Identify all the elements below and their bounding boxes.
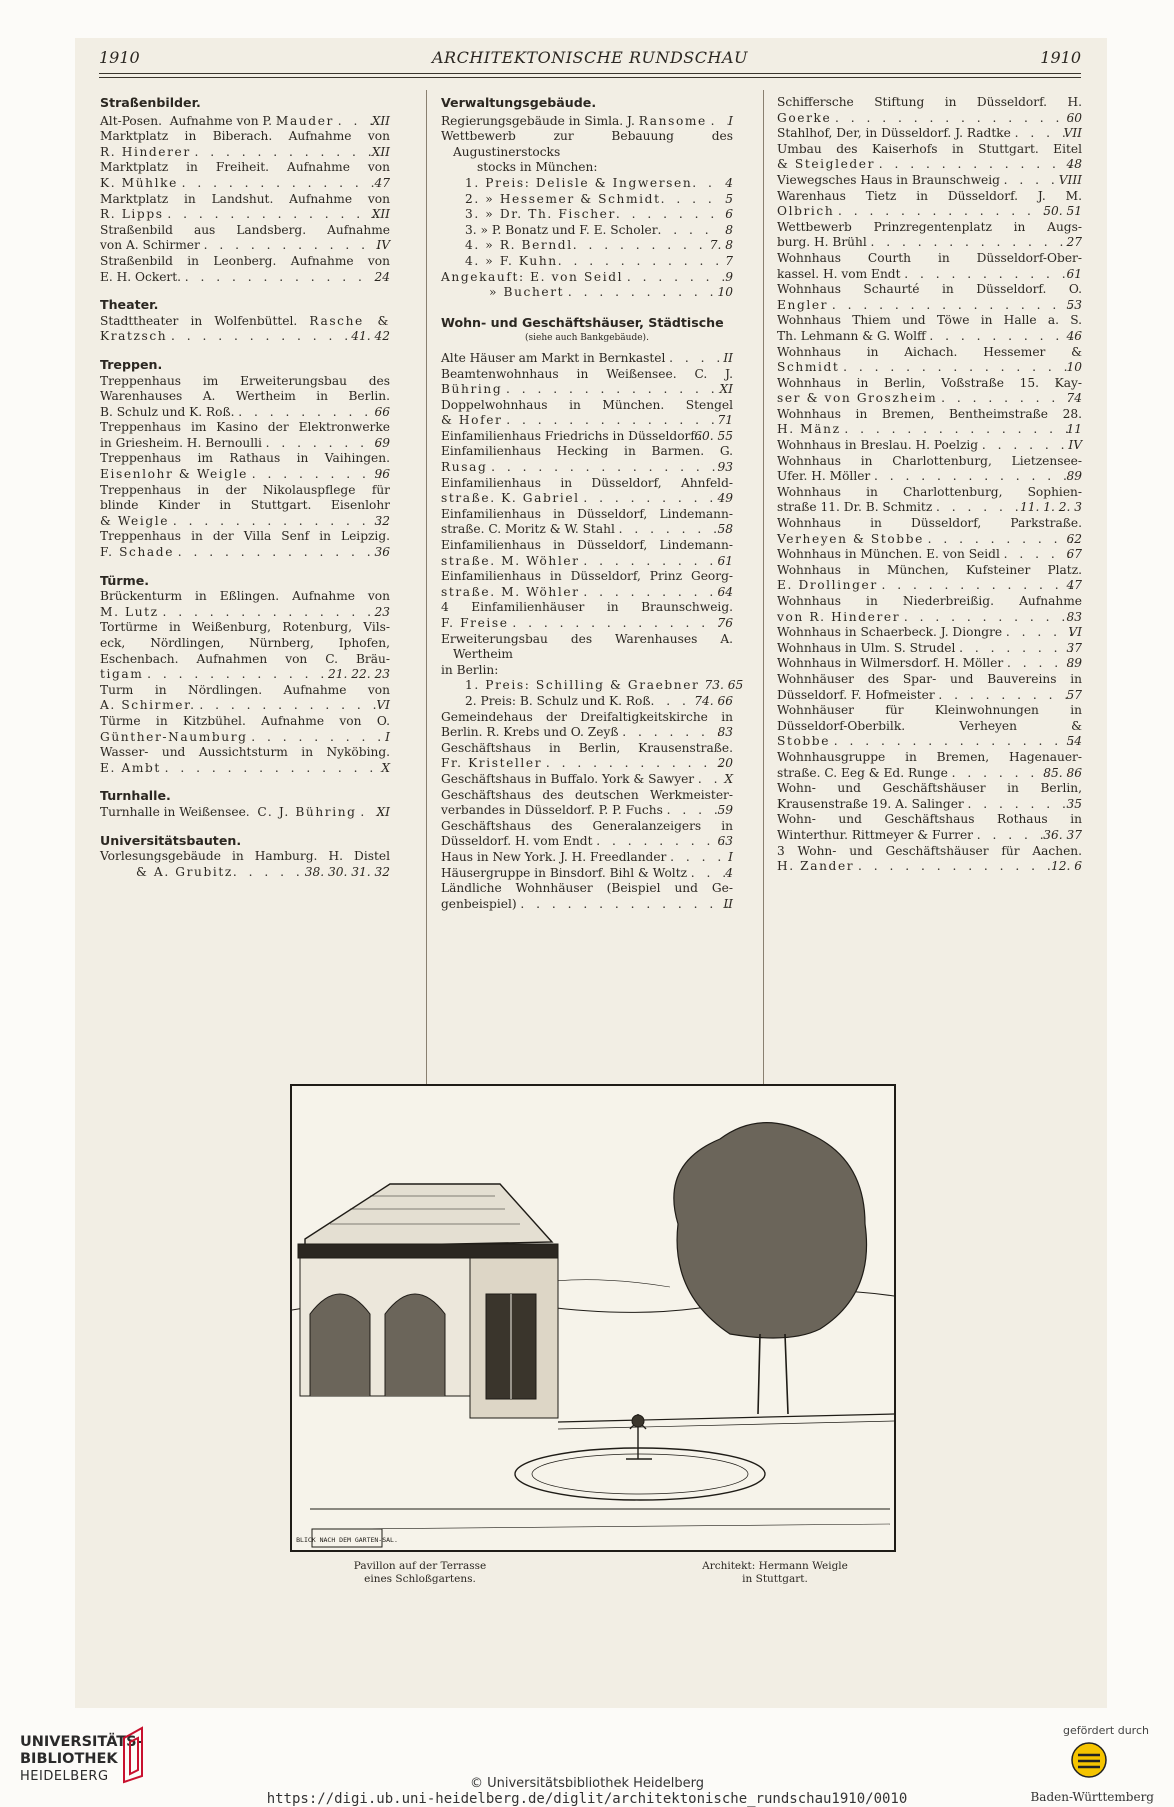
state-coat-of-arms-icon (1070, 1741, 1108, 1779)
header-rule (99, 73, 1081, 74)
library-logo-icon (120, 1724, 148, 1784)
index-entry: Wohnhaus in Niederbreißig. Aufnahme von R. Hinderer . . . 83 (777, 594, 1082, 625)
index-entry: Geschäftshaus des deutschen Werkmeister- verbandes in Düsseldorf. P. P. Fuchs . . . 59 (441, 788, 733, 819)
section-heading: Straßenbilder. (100, 95, 201, 110)
index-entry: Stadttheater in Wolfenbüttel. Rasche & Kratzsch . . . 41. 42 (100, 314, 390, 345)
index-entry: Wohnhaus Thiem und Töwe in Halle a. S. Th. Lehmann & G. Wolff . . . 46 (777, 313, 1082, 344)
index-entry: 3 Wohn- und Geschäftshäuser für Aachen. H. Zander . . . 12. 6 (777, 844, 1082, 875)
index-entry: Umbau des Kaiserhofs in Stuttgart. Eitel & Steigleder . . . 48 (777, 142, 1082, 173)
funded-by-label: gefördert durch (1062, 1724, 1149, 1737)
index-entry: 1. Preis: Schilling & Graebner 73. 65 (465, 678, 744, 693)
index-entry: Viewegsches Haus in Braunschweig . . . VIII (777, 173, 1082, 189)
index-entry: Ländliche Wohnhäuser (Beispiel und Ge- genbeispiel) . . . II (441, 881, 733, 912)
scanned-page (75, 38, 1107, 1708)
section-heading: Turnhalle. (100, 788, 171, 804)
index-entry: Warenhaus Tietz in Düsseldorf. J. M. Olbrich . . . 50. 51 (777, 189, 1082, 220)
illustration-label: BLICK NACH DEM GARTEN-SAL. (296, 1536, 398, 1544)
index-entry: Alte Häuser am Markt in Bernkastel . . . II (441, 351, 733, 367)
index-entry: 2. » Hessemer & Schmidt . . . 5 (441, 192, 733, 208)
index-entry: Wohnhaus in Schaerbeck. J. Diongre . . . VI (777, 625, 1082, 641)
index-entry: Einfamilienhaus in Düsseldorf, Lindemann- straße. C. Moritz & W. Stahl . . . 58 (441, 507, 733, 538)
index-entry: Wohnhaus in Wilmersdorf. H. Möller . . . 89 (777, 656, 1082, 672)
index-entry: Wohnhaus in München. E. von Seidl . . . 67 (777, 547, 1082, 563)
index-entry: Angekauft: E. von Seidl . . . 9 (441, 270, 733, 286)
index-entry: Turnhalle in Weißensee. C. J. Bühring . . . XI (100, 805, 390, 821)
index-entry: Einfamilienhaus Friedrichs in Düsseldorf . . . 60. 55 (441, 429, 733, 445)
index-entry: 1. Preis: Delisle & Ingwersen . . . 4 (441, 176, 733, 192)
index-entry: Gemeindehaus der Dreifaltigkeitskirche in Berlin. R. Krebs und O. Zeyß . . . 83 (441, 710, 733, 741)
index-entry: Einfamilienhaus in Düsseldorf, Lindemann- straße. M. Wöhler . . . 61 (441, 538, 733, 569)
index-entry: Straßenbild aus Landsberg. Aufnahme von A. Schirmer . . . IV (100, 223, 390, 254)
index-entry: 3. » Dr. Th. Fischer . . . 6 (441, 207, 733, 223)
header-rule-thin (99, 77, 1081, 78)
index-column-3 (777, 95, 1082, 875)
index-entry: Geschäftshaus in Buffalo. York & Sawyer . . . X (441, 772, 733, 788)
index-entry: Schiffersche Stiftung in Düsseldorf. H. Goerke . . . 60 (777, 95, 1082, 126)
section-heading: Türme. (100, 572, 150, 588)
index-entry: Wohnhaus in Düsseldorf, Parkstraße. Verheyen & Stobbe . . . 62 (777, 516, 1082, 547)
index-entry: Treppenhaus im Erweiterungsbau des Warenhauses A. Wertheim in Berlin. B. Schulz und K. Roß. . . . 66 (100, 374, 390, 421)
index-entry: Marktplatz in Biberach. Aufnahme von R. Hinderer . . . XII (100, 129, 390, 160)
illustration-pavilion-drawing (290, 1084, 896, 1552)
index-entry: Turm in Nördlingen. Aufnahme von A. Schirmer. . . . VI (100, 683, 390, 714)
index-entry: Treppenhaus in der Villa Senf in Leipzig. F. Schade . . . 36 (100, 529, 390, 560)
index-entry: Wohnhausgruppe in Bremen, Hagenauer- straße. C. Eeg & Ed. Runge . . . 85. 86 (777, 750, 1082, 781)
section-heading: Treppen. (100, 356, 163, 372)
index-entry: Wohnhaus in München, Kufsteiner Platz. E. Drollinger . . . 47 (777, 563, 1082, 594)
section-heading: Wohn- und Geschäftshäuser, Städtische (441, 314, 724, 330)
section-heading: Theater. (100, 297, 159, 313)
index-entry: Haus in New York. J. H. Freedlander . . . I (441, 850, 733, 866)
index-entry: Straßenbild in Leonberg. Aufnahme von E. H. Ockert. . . . 24 (100, 254, 390, 285)
index-entry: Wettbewerb Prinzregentenplatz in Augs- burg. H. Brühl . . . 27 (777, 220, 1082, 251)
index-entry: Regierungsgebäude in Simla. J. Ransome . . . I (441, 114, 733, 130)
index-entry: Vorlesungsgebäude in Hamburg. H. Distel & A. Grubitz . . . 38. 30. 31. 32 (100, 849, 390, 880)
index-entry: Einfamilienhaus in Düsseldorf, Ahnfeld- straße. K. Gabriel . . . 49 (441, 476, 733, 507)
caption-right: Architekt: Hermann Weigle in Stuttgart. (702, 1560, 848, 1585)
index-entry: Doppelwohnhaus in München. Stengel & Hofer . . . 71 (441, 398, 733, 429)
index-column-1 (100, 95, 390, 880)
index-entry: Wohn- und Geschäftshäuser in Berlin, Krausenstraße 19. A. Salinger . . . 35 (777, 781, 1082, 812)
index-entry: Wohnhaus Schaurté in Düsseldorf. O. Engler . . . 53 (777, 282, 1082, 313)
state-name: Baden-Württemberg (1030, 1790, 1154, 1804)
permalink-url[interactable]: https://digi.ub.uni-heidelberg.de/diglit/architektonische_rundschau1910/0010 (266, 1791, 908, 1807)
index-entry: Türme in Kitzbühel. Aufnahme von O. Günther-Naumburg . . . I (100, 714, 390, 745)
index-entry: Wohnhaus in Aichach. Hessemer & Schmidt . . . 10 (777, 345, 1082, 376)
index-entry: 3. » P. Bonatz und F. E. Scholer . . . 8 (441, 223, 733, 239)
copyright-notice: © Universitätsbibliothek Heidelberg (469, 1776, 704, 1791)
header-year-left: 1910 (99, 48, 140, 67)
index-entry: Wettbewerb zur Bebauung des Augustinerstocks stocks in München: (441, 129, 733, 175)
index-entry: Wohnhaus in Bremen, Bentheimstraße 28. H. Mänz . . . 11 (777, 407, 1082, 438)
index-entry: 4. » R. Berndl . . . 7. 8 (441, 238, 733, 254)
index-entry: Einfamilienhaus in Düsseldorf, Prinz Georg- straße. M. Wöhler . . . 64 (441, 569, 733, 600)
index-entry: Geschäftshaus in Berlin, Krausenstraße. Fr. Kristeller . . . 20 (441, 741, 733, 772)
index-entry: Wohnhäuser für Kleinwohnungen in Düsseldorf-Oberbilk. Verheyen & Stobbe . . . 54 (777, 703, 1082, 750)
index-entry: Wohnhaus in Ulm. S. Strudel . . . 37 (777, 641, 1082, 657)
index-entry: Brückenturm in Eßlingen. Aufnahme von M. Lutz . . . 23 (100, 589, 390, 620)
index-entry: Alt-Posen. Aufnahme von P. Mauder . . . XII (100, 114, 390, 130)
section-heading: Verwaltungsgebäude. (441, 95, 597, 110)
index-entry: Wohn- und Geschäftshaus Rothaus in Winterthur. Rittmeyer & Furrer . . . 36. 37 (777, 812, 1082, 843)
index-entry: Stahlhof, Der, in Düsseldorf. J. Radtke . . . VII (777, 126, 1082, 142)
caption-left: Pavillon auf der Terrasse eines Schloßgartens. (353, 1560, 487, 1585)
index-entry: Wasser- und Aussichtsturm in Nyköbing. E. Ambt . . . X (100, 745, 390, 776)
footer-bar (0, 1708, 1174, 1807)
index-entry: » Buchert . . . 10 (441, 285, 733, 301)
index-entry: Wohnhäuser des Spar- und Bauvereins in Düsseldorf. F. Hofmeister . . . 57 (777, 672, 1082, 703)
index-entry: Treppenhaus im Kasino der Elektronwerke in Griesheim. H. Bernoulli . . . 69 (100, 420, 390, 451)
index-entry: Wohnhaus Courth in Düsseldorf-Ober- kassel. H. vom Endt . . . 61 (777, 251, 1082, 282)
index-entry: Wohnhaus in Charlottenburg, Lietzensee- Ufer. H. Möller . . . 89 (777, 454, 1082, 485)
index-entry: Wohnhaus in Berlin, Voßstraße 15. Kay- ser & von Groszheim . . . 74 (777, 376, 1082, 407)
index-entry: 2. Preis: B. Schulz und K. Roß . . . 74. 66 (441, 694, 733, 710)
index-entry: Marktplatz in Landshut. Aufnahme von R. Lipps . . . XII (100, 192, 390, 223)
index-column-2 (441, 95, 744, 912)
index-entry: Treppenhaus im Rathaus in Vaihingen. Eisenlohr & Weigle . . . 96 (100, 451, 390, 482)
library-logo-text: UNIVERSITÄTS- BIBLIOTHEK HEIDELBERG (20, 1734, 143, 1784)
index-entry: Marktplatz in Freiheit. Aufnahme von K. Mühlke . . . 47 (100, 160, 390, 191)
index-entry: Wohnhaus in Charlottenburg, Sophien- straße 11. Dr. B. Schmitz . . . 11. 1. 2. 3 (777, 485, 1082, 516)
index-entry: Erweiterungsbau des Warenhauses A. Wertheim in Berlin: (441, 631, 733, 677)
header-year-right: 1910 (1040, 48, 1081, 67)
index-entry: Treppenhaus in der Nikolauspflege für blinde Kinder in Stuttgart. Eisenlohr & Weigle . . . 32 (100, 483, 390, 530)
index-entry: Tortürme in Weißenburg, Rotenburg, Vils- eck, Nördlingen, Nürnberg, Iphofen, Eschenbach. Aufnahmen von C. Bräu- tigam . . . 21. 22. 23 (100, 620, 390, 682)
index-entry: 4. » F. Kuhn . . . 7 (441, 254, 733, 270)
index-entry: 4 Einfamilienhäuser in Braunschweig. F. Freise . . . 76 (441, 600, 733, 631)
index-entry: Beamtenwohnhaus in Weißensee. C. J. Bühring . . . XI (441, 367, 733, 398)
section-note: (siehe auch Bankgebäude). (525, 333, 649, 344)
column-divider (426, 90, 427, 1090)
index-entry: Einfamilienhaus Hecking in Barmen. G. Rusag . . . 93 (441, 444, 733, 475)
index-entry: Geschäftshaus des Generalanzeigers in Düsseldorf. H. vom Endt . . . 63 (441, 819, 733, 850)
header-title: ARCHITEKTONISCHE RUNDSCHAU (431, 48, 748, 67)
section-heading: Universitätsbauten. (100, 832, 242, 848)
index-entry: Wohnhaus in Breslau. H. Poelzig . . . IV (777, 438, 1082, 454)
column-divider (763, 90, 764, 1090)
index-entry: Häusergruppe in Binsdorf. Bihl & Woltz . . . 4 (441, 866, 733, 882)
